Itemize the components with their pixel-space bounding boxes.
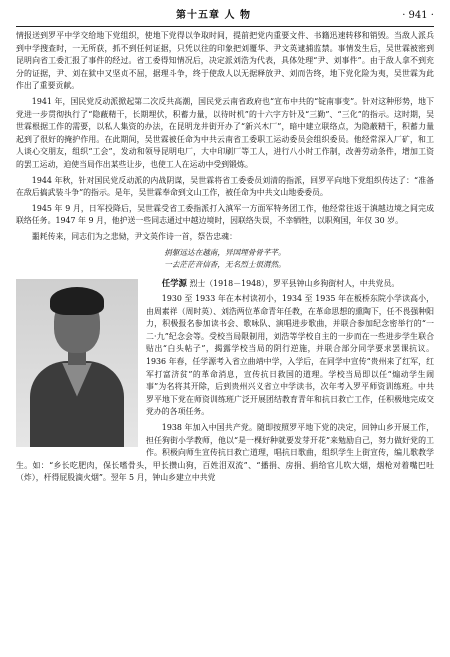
- poem-line: 一去茫茫音信杳，无名烈士很潸然。: [164, 259, 286, 269]
- paragraph: 噩耗传来，同志们为之悲恸，尹文英作诗一首，祭告忠魂：: [31, 231, 237, 241]
- header-rule: [16, 26, 434, 27]
- poem: [16, 247, 434, 271]
- page-number: · 941 ·: [402, 10, 434, 21]
- closing-paragraph: 1938 年加入中国共产党。随即按照罗平地下党的决定，回钟山乡开展工作，担任狗街小学教师，他以“是一棵好种就要发芽开花”来勉励自己，努力做好党的工作。积极向师生宣传抗日救亡道理，唱抗日歌曲，组织学生上街宣传，编儿歌教学生。如：“乡长吃肥肉，保长嗜骨头，甲长攒山狗，百姓泪双流”、“播捐、房捐、捐给官儿吹大烟，烟枪对着嘴巴吐（炸），杆得屁股滴火烟”。翌年 5 月，钟山乡建立中共党: [16, 423, 434, 483]
- paragraph: 1944 年秋，针对国民党反动派的内战阴谋，吴世霖将省工委委员刘清的指派，回罗平向地下党组织传达了：“准备在敌后搞武装斗争”的指示。是年，吴世霖奉命到文山工作，被任命为中共文山地委委员。: [16, 175, 434, 198]
- paragraph: 1945 年 9 月，日军投降后，吴世霖受省工委指派打入滇军一方面军特务团工作，他经常往返于滇越边境之间完成联络任务。1947 年 9 月，他护送一些同志通过中越边境时，因联络失误，不幸牺牲，以职殉国，年仅 30 岁。: [16, 203, 434, 226]
- page-body: [16, 30, 434, 488]
- poem-line: 捐躯远达在越南，异国埋骨骨芊芊。: [164, 247, 286, 257]
- biography-section: [16, 277, 434, 486]
- portrait-photo: [16, 279, 138, 447]
- page-header: [16, 8, 434, 24]
- bio-intro-text: 烈士（1918－1948），罗平县钟山乡狗街村人，中共党员。: [189, 278, 400, 288]
- person-name: 任学源: [161, 277, 187, 288]
- paragraph: 1941 年，国民党反动派掀起第二次反共高潮，国民党云南省政府也“宣布中共的“锭南事变”。针对这种形势，地下党进一步贯彻执行了“隐蔽精干，长期埋伏，积蓄力量，以待时机”的十六字方针及“三勤”、“三化”的指示。这时期，吴世霖根据工作的需要，以私人集资的办法，在昆明龙井街开办了“新兴木厂”，暗中建立联络点，为隐蔽精干，积蓄力量起到了很好的掩护作用。在此期间，吴世霖被任命为中共云南省工委职工运动委员会组织委员。他经常深入厂矿，和工人谈心交朋友，组织“工会”，发动和领导昆明电厂，大中印刷厂等工人，进行八小时工作制，改善劳动条件，增加工资的罢工运动，迫使当局作出某些让步，也使工人在运动中受到锻炼。: [16, 96, 434, 169]
- paragraph: 情报送到罗平中学交给地下党组织，使地下党得以争取时间，提前把党内重要文件、书籍迅速转移和销毁。当敌人派兵到中学搜查时，一无所获，抓不到任何证据，只凭以往的印象把刘覆华、尹文英逮捕监禁。事情发生后，吴世霖被密到昆明向省工委汇报了事件的经过。省工委得知情况后，决定派刘浩为代表，具体处理“尹、刘事件”。由于敌人拿不到充分的证据，尹、刘在狱中又坚贞不屈，据理斗争，终于使敌人以无据释放尹、刘而告终，地下党化险为夷，吴世霖为此作出了重要贡献。: [16, 31, 434, 91]
- bio-paragraph: 1930 至 1933 年在本村读初小，1934 至 1935 年在板桥东院小学读高小，由周素祥（周时英）、刘浩两位革命青年任教，在革命思想的熏陶下，任不畏强种阳力，积极报名参加读书会、歌咏队、演唱进步歌曲，并联合参加纪念密举行的“一二·九”纪念会等。受校当局限制用，刘浩等学校自主的一步而在一些进步学生联合贴出“白头帖子”，揭露学校当局的阴行逆施，并联合部分同学要求罢课抗议。1936 年春，任学源考入省立曲靖中学，入学后，在同学中宣传“贵州来了红军，红军打富济贫”的革命消息，宣传抗日救国的道理。学校当局即以任“煽动学生闹事”为名将其开除，后到贵州兴义省立中学读书，次年考入罗平师资训练班。中共罗平地下党在师资训练班广泛开展团结教育青年和抗日救亡工作，任积极地完成交党办的各项任务。: [146, 294, 435, 417]
- chapter-title: 第十五章 人 物: [176, 10, 251, 21]
